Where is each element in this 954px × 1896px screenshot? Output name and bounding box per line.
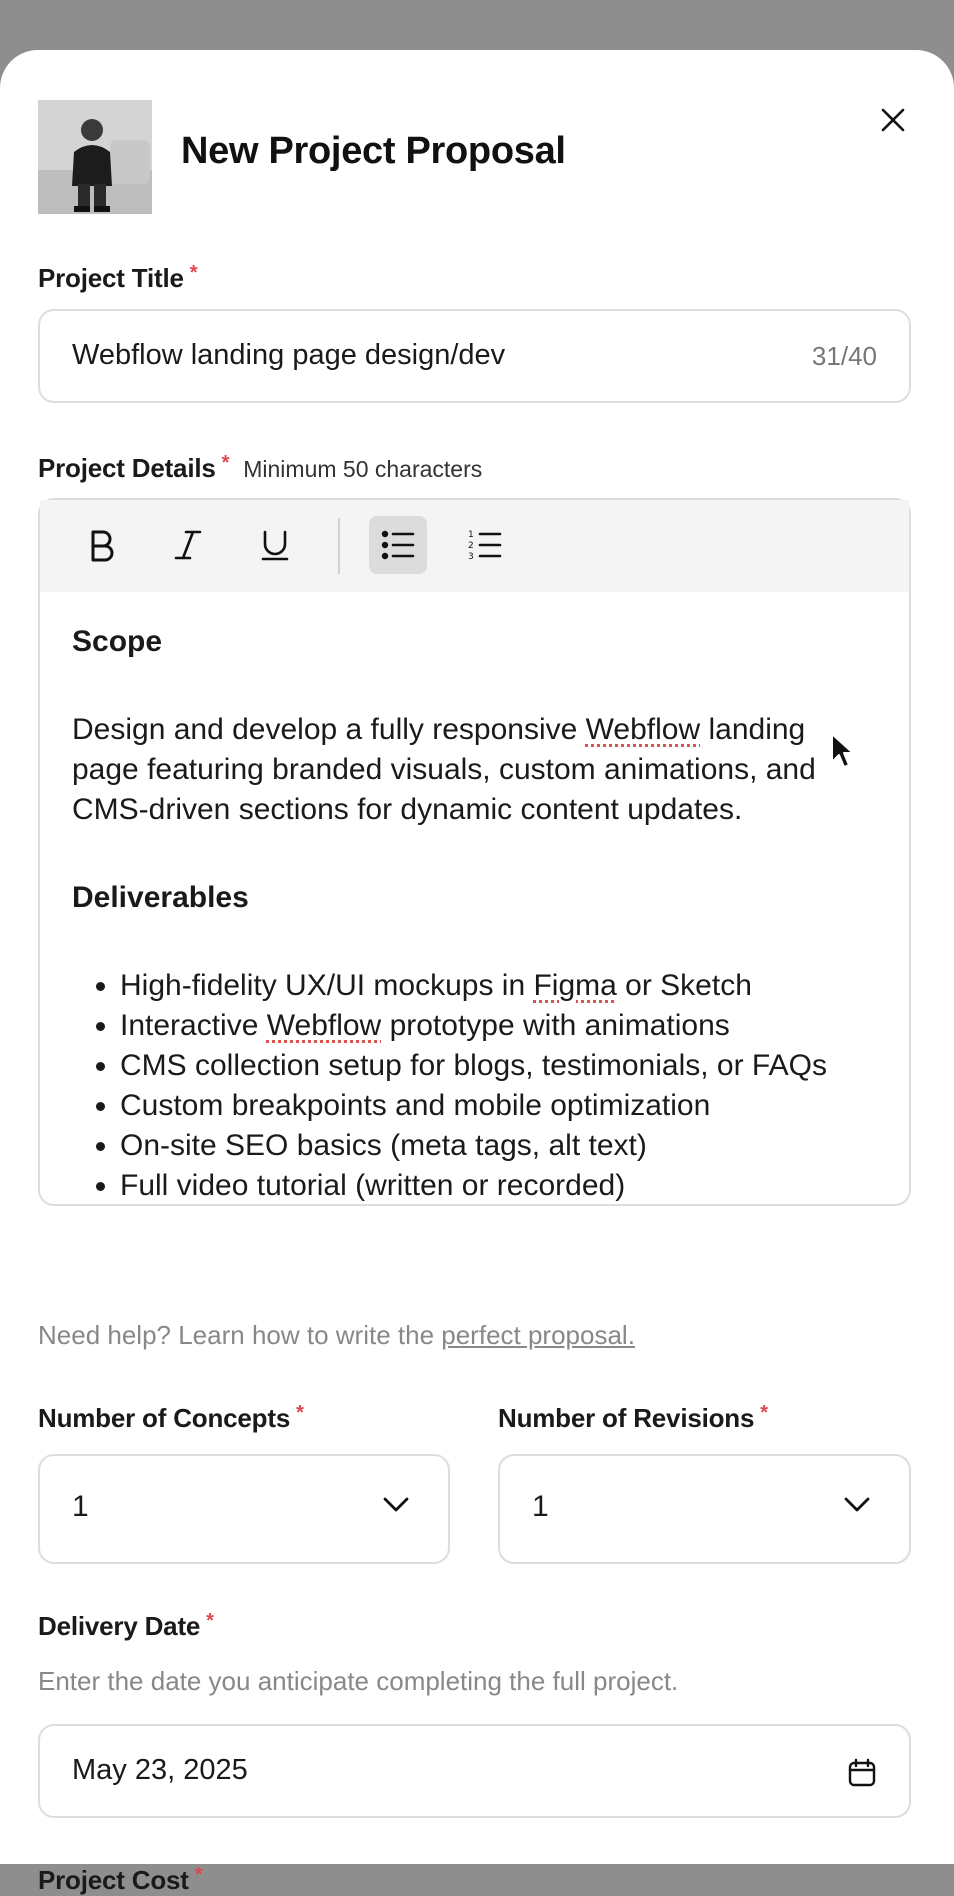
perfect-proposal-link[interactable]: perfect proposal. (441, 1320, 635, 1350)
required-mark: * (296, 1402, 304, 1424)
list-item-text: High-fidelity UX/UI mockups in (120, 969, 534, 1002)
mouse-cursor-icon (830, 732, 856, 770)
list-item-text: or Sketch (616, 969, 752, 1002)
delivery-date-input[interactable] (38, 1724, 911, 1818)
bullet-list-icon (380, 528, 416, 562)
scope-heading: Scope (72, 625, 163, 658)
concepts-value: 1 (72, 1490, 89, 1523)
misspelled-word: Webflow (266, 1009, 382, 1042)
avatar-photo (38, 100, 152, 214)
required-mark: * (194, 1864, 203, 1886)
close-icon (879, 106, 907, 134)
calendar-icon[interactable] (847, 1758, 877, 1788)
project-details-label-text: Project Details (38, 453, 216, 483)
italic-button[interactable] (159, 516, 217, 574)
avatar (38, 100, 152, 214)
proposal-modal (0, 50, 954, 1895)
delivery-date-value[interactable]: May 23, 2025 (72, 1754, 248, 1786)
editor-toolbar (40, 500, 909, 592)
numbered-list-button[interactable] (456, 516, 514, 574)
list-item (120, 1006, 877, 1046)
bullet-list-button[interactable] (369, 516, 427, 574)
bold-icon (85, 528, 117, 562)
revisions-label (498, 1402, 768, 1434)
list-item: • Custom breakpoints and mobile optimization (120, 1086, 877, 1126)
help-text-content: Need help? Learn how to write the (38, 1320, 442, 1350)
revisions-value: 1 (532, 1490, 549, 1523)
numbered-list-icon (467, 528, 503, 562)
concepts-label (38, 1402, 304, 1434)
revisions-select[interactable] (498, 1454, 911, 1564)
project-cost-label (38, 1864, 202, 1896)
scope-text: landing page featuring branded visuals, custom animations, and CMS-driven sections for dynamic content updates. (72, 713, 816, 826)
chevron-down-icon (382, 1496, 410, 1514)
concepts-select[interactable] (38, 1454, 450, 1564)
misspelled-word: Figma (533, 969, 617, 1002)
rich-text-editor[interactable] (38, 498, 911, 1206)
misspelled-word: Webflow (585, 713, 701, 746)
required-mark: * (760, 1402, 768, 1424)
delivery-date-label (38, 1610, 214, 1642)
deliverables-list (72, 966, 877, 1206)
svg-text:1: 1 (468, 530, 474, 540)
svg-text:3: 3 (468, 552, 474, 562)
project-title-label (38, 262, 197, 294)
required-mark: * (221, 452, 230, 474)
character-counter: 31/40 (811, 341, 877, 371)
required-mark: * (206, 1610, 214, 1632)
help-text (38, 1320, 635, 1351)
list-item-text: prototype with animations (381, 1009, 730, 1042)
project-cost-label-text: Project Cost (38, 1865, 189, 1895)
page-title: New Project Proposal (181, 130, 566, 172)
list-item: • On-site SEO basics (meta tags, alt text) (120, 1126, 877, 1166)
underline-icon (259, 528, 291, 562)
bold-button[interactable] (72, 516, 130, 574)
toolbar-divider (338, 518, 340, 574)
svg-text:2: 2 (468, 541, 474, 551)
project-title-value[interactable]: Webflow landing page design/dev (72, 339, 506, 371)
editor-content[interactable] (72, 622, 877, 1206)
chevron-down-icon (843, 1496, 871, 1514)
project-details-hint: Minimum 50 characters (243, 456, 483, 482)
list-item: • CMS collection setup for blogs, testimonials, or FAQs (120, 1046, 877, 1086)
italic-icon (172, 528, 204, 562)
scope-paragraph (72, 710, 877, 830)
delivery-date-label-text: Delivery Date (38, 1611, 201, 1641)
delivery-date-hint: Enter the date you anticipate completing the full project. (38, 1666, 679, 1696)
project-title-input[interactable] (38, 309, 911, 403)
scope-text: Design and develop a fully responsive (72, 713, 586, 746)
list-item (120, 966, 877, 1006)
close-button[interactable] (873, 100, 913, 140)
list-item: • Full video tutorial (written or recorded) (120, 1166, 877, 1206)
required-mark: * (189, 262, 198, 284)
project-details-label (38, 452, 482, 484)
list-item-text: Interactive (120, 1009, 267, 1042)
revisions-label-text: Number of Revisions (498, 1403, 755, 1433)
project-title-label-text: Project Title (38, 263, 184, 293)
underline-button[interactable] (246, 516, 304, 574)
concepts-label-text: Number of Concepts (38, 1403, 291, 1433)
deliverables-heading: Deliverables (72, 881, 249, 914)
